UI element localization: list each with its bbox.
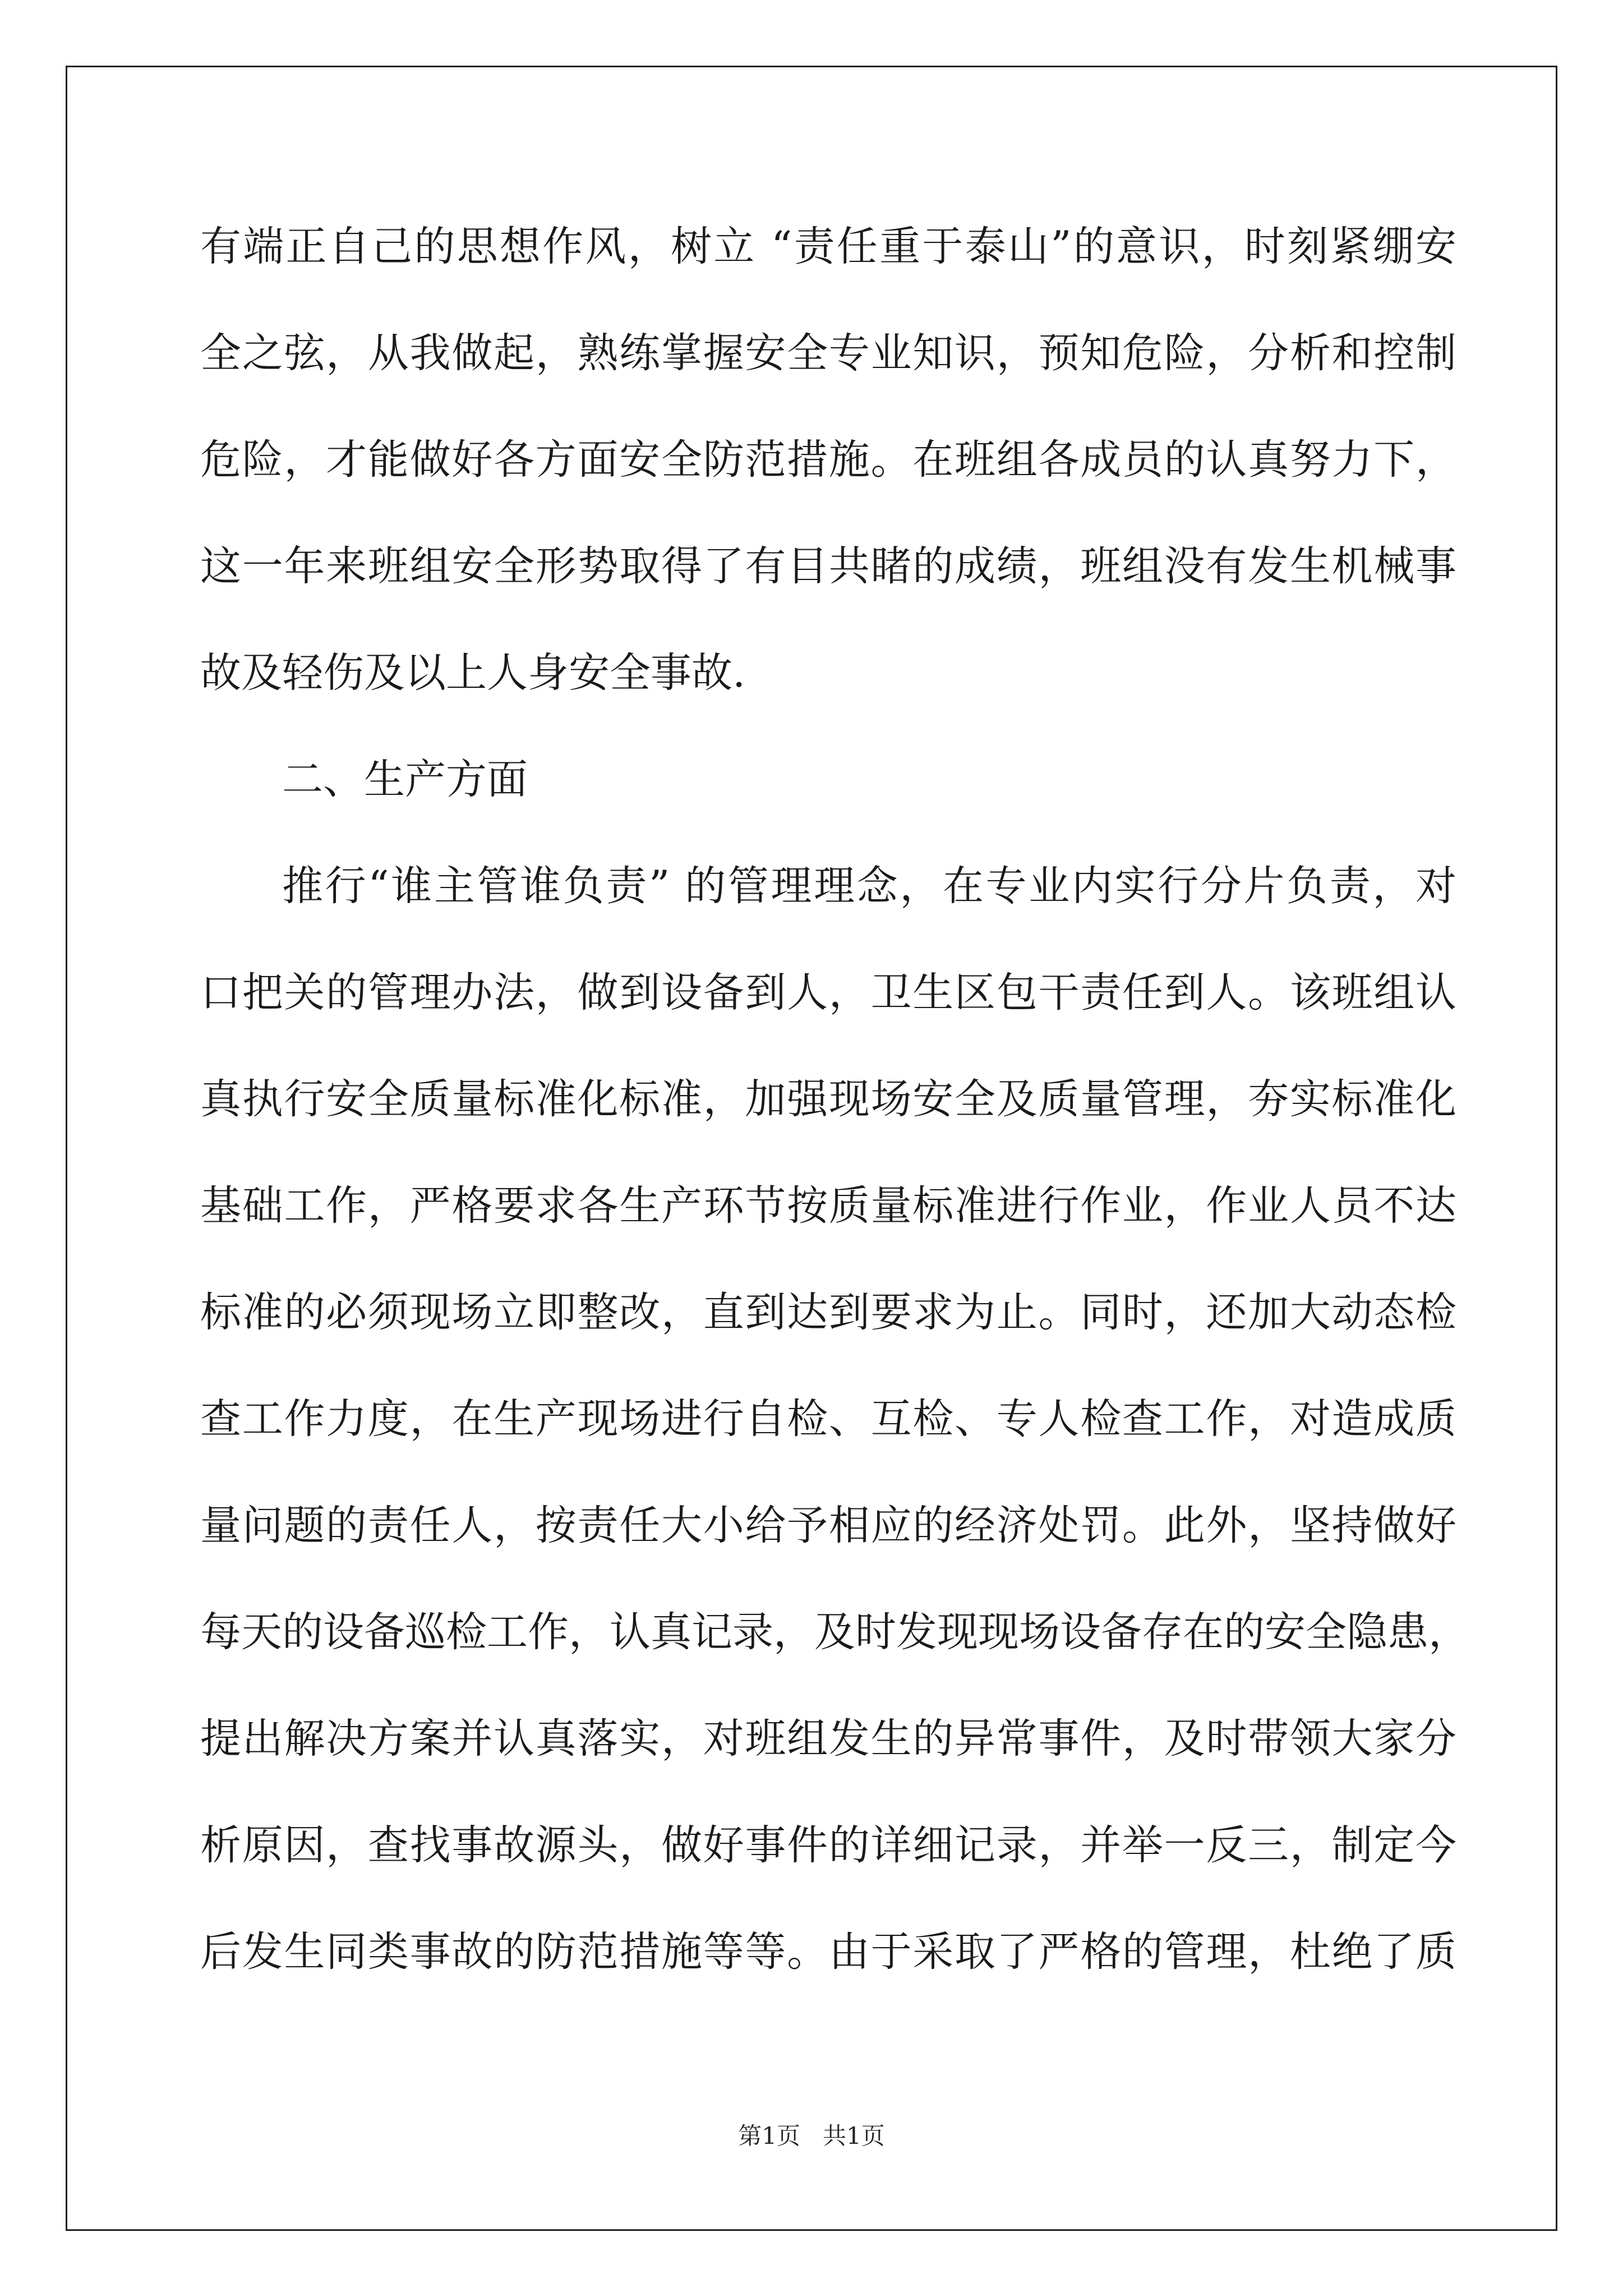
paragraph-line: 提出解决方案并认真落实，对班组发生的异常事件，及时带领大家分	[200, 1715, 1456, 1763]
paragraph-line: 全之弦，从我做起，熟练掌握安全专业知识，预知危险，分析和控制	[200, 329, 1456, 377]
paragraph-line: 查工作力度，在生产现场进行自检、互检、专人检查工作，对造成质	[200, 1395, 1456, 1443]
paragraph-line: 推行“谁主管谁负责” 的管理理念，在专业内实行分片负责，对	[282, 862, 1456, 910]
paragraph-line: 后发生同类事故的防范措施等等。由于采取了严格的管理，杜绝了质	[200, 1928, 1456, 1976]
paragraph-line: 量问题的责任人，按责任大小给予相应的经济处罚。此外，坚持做好	[200, 1502, 1456, 1549]
page-number-footer: 第1页 共1页	[738, 2122, 885, 2150]
paragraph-line: 有端正自己的思想作风，树立 “责任重于泰山”的意识，时刻紧绷安	[200, 223, 1456, 270]
section-heading: 二、生产方面	[282, 756, 528, 803]
paragraph-line: 真执行安全质量标准化标准，加强现场安全及质量管理，夯实标准化	[200, 1075, 1456, 1123]
paragraph-line: 基础工作，严格要求各生产环节按质量标准进行作业，作业人员不达	[200, 1182, 1456, 1230]
paragraph-line: 这一年来班组安全形势取得了有目共睹的成绩，班组没有发生机械事	[200, 542, 1456, 590]
paragraph-line: 故及轻伤及以上人身安全事故.	[200, 649, 746, 697]
paragraph-line: 标准的必须现场立即整改，直到达到要求为止。同时，还加大动态检	[200, 1289, 1456, 1336]
paragraph-line: 每天的设备巡检工作，认真记录，及时发现现场设备存在的安全隐患，	[200, 1608, 1469, 1656]
paragraph-line: 析原因，查找事故源头，做好事件的详细记录，并举一反三，制定今	[200, 1821, 1456, 1869]
paragraph-line: 口把关的管理办法，做到设备到人，卫生区包干责任到人。该班组认	[200, 969, 1456, 1016]
paragraph-line: 危险，才能做好各方面安全防范措施。在班组各成员的认真努力下，	[200, 436, 1456, 484]
document-body	[200, 194, 1469, 2005]
